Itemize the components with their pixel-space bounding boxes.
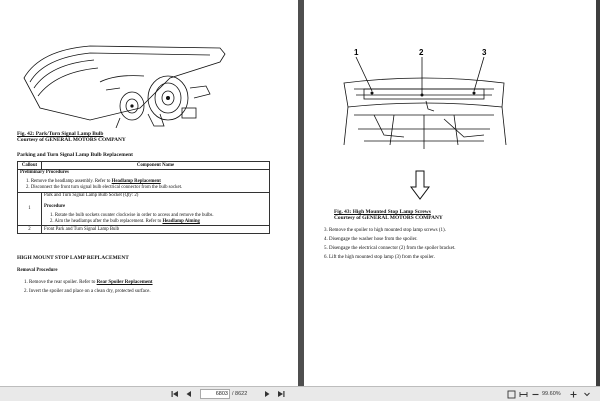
figure-caption xyxy=(17,131,126,144)
procedure-table xyxy=(17,161,270,234)
list-item: 3. Remove the spoiler to high mounted stop lamp screws (1). xyxy=(324,228,446,233)
list-item: 4. Disengage the washer hose from the spoiler. xyxy=(324,237,418,242)
figure-courtesy: Courtesy of GENERAL MOTORS COMPANY xyxy=(17,137,126,144)
table-cell: 2 xyxy=(18,226,42,234)
table-row xyxy=(18,169,270,192)
prev-page-icon[interactable] xyxy=(184,390,194,399)
list-item: 1. Remove the rear spoiler. Refer to Rear Spoiler Replacement xyxy=(24,280,153,285)
table-cell: Front Park and Turn Signal Lamp Bulb xyxy=(42,226,270,234)
zoom-in-icon[interactable] xyxy=(568,390,578,399)
list-item: 1. Rotate the bulb sockets counter clockwise in order to access and remove the bulbs. xyxy=(50,213,214,219)
table-row xyxy=(18,226,270,234)
stop-lamp-figure xyxy=(334,45,514,165)
section-title: Parking and Turn Signal Lamp Bulb Replacement xyxy=(17,152,133,158)
rear-spoiler-replacement-link[interactable]: Rear Spoiler Replacement xyxy=(96,280,153,285)
headlamp-aiming-link[interactable]: Headlamp Aiming xyxy=(162,219,200,225)
down-arrow-icon xyxy=(410,170,430,200)
table-cell: 1 xyxy=(18,192,42,226)
removal-label: Removal Procedure xyxy=(17,268,58,273)
figure-caption xyxy=(334,209,443,222)
list-item: 2. Disconnect the front turn signal bulb electrical connector from the bulb socket. xyxy=(26,184,183,190)
figure-title: Fig. 43: High Mounted Stop Lamp Screws xyxy=(334,209,431,215)
headlamp-replacement-link[interactable]: Headlamp Replacement xyxy=(111,178,161,184)
table-header: Component Name xyxy=(42,162,270,170)
next-page-icon[interactable] xyxy=(262,390,272,399)
vertical-scrollbar[interactable] xyxy=(596,0,600,386)
callout-number: 3 xyxy=(482,48,487,57)
fit-page-icon[interactable] xyxy=(506,390,516,399)
zoom-out-icon[interactable] xyxy=(530,390,540,399)
figure-title: Fig. 42: Park/Turn Signal Lamp Bulb xyxy=(17,131,104,137)
viewer-toolbar xyxy=(0,386,600,401)
last-page-icon[interactable] xyxy=(276,390,286,399)
table-cell: Park and Turn Signal Lamp Bulb Socket (Qty: 2) xyxy=(44,193,139,199)
callout-number: 1 xyxy=(354,48,359,57)
preliminary-label: Preliminary Procedures xyxy=(20,170,69,176)
table-row xyxy=(18,192,270,226)
list-item: 6. Lift the high mounted stop lamp (3) from the spoiler. xyxy=(324,255,435,260)
zoom-level[interactable]: 99.60% xyxy=(542,391,561,397)
list-item: 2. Invert the spoiler and place on a clean dry, protected surface. xyxy=(24,289,151,294)
page-number-input[interactable]: 6803 xyxy=(200,389,230,399)
first-page-icon[interactable] xyxy=(170,390,180,399)
zoom-menu-icon[interactable] xyxy=(582,390,592,399)
page-count: / 8622 xyxy=(232,391,248,397)
fit-width-icon[interactable] xyxy=(518,390,528,399)
list-item: 1. Remove the headlamp assembly. Refer to Headlamp Replacement xyxy=(26,178,161,184)
document-page-left xyxy=(0,0,298,386)
headlamp-figure xyxy=(20,38,230,128)
section-title: HIGH MOUNT STOP LAMP REPLACEMENT xyxy=(17,255,129,261)
list-item: 2. Aim the headlamps after the bulb replacement. Refer to Headlamp Aiming xyxy=(50,219,200,225)
procedure-label: Procedure xyxy=(44,203,66,209)
list-item: 5. Disengage the electrical connector (2) from the spoiler bracket. xyxy=(324,246,456,251)
document-page-right xyxy=(304,0,600,386)
callout-number: 2 xyxy=(419,48,424,57)
figure-courtesy: Courtesy of GENERAL MOTORS COMPANY xyxy=(334,215,443,222)
table-header: Callout xyxy=(18,162,42,170)
